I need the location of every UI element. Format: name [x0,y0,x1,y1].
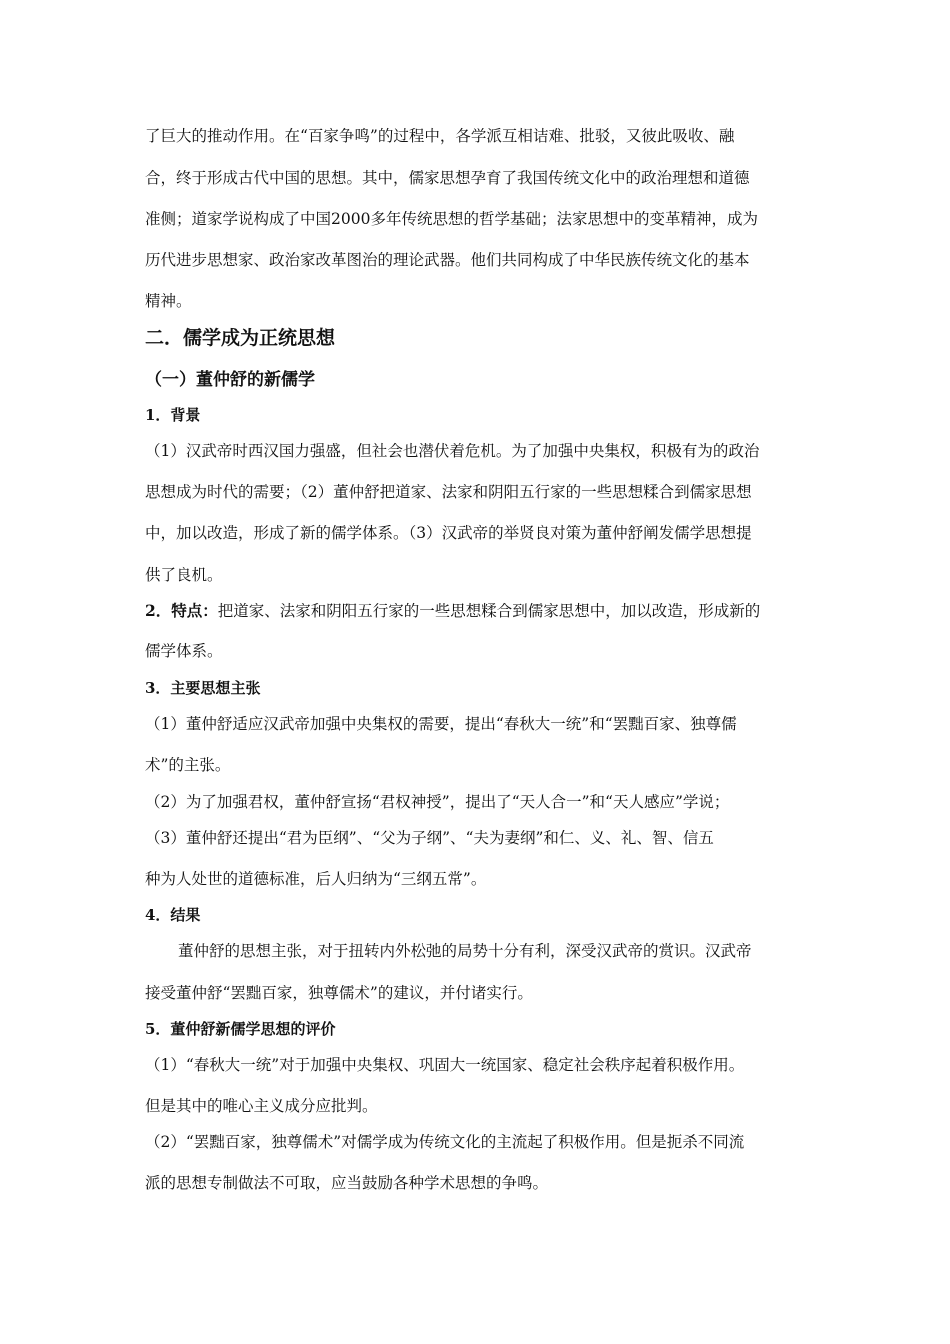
background-heading: 1．背景 [145,406,201,424]
subsection-1-title: （一）董仲舒的新儒学 [145,370,315,390]
ideas-line-3: （2）为了加强君权，董仲舒宣扬“君权神授”，提出了“天人合一”和“天人感应”学说； [145,793,730,811]
features-label: 2．特点： [145,601,218,620]
section-2-title: 二．儒学成为正统思想 [145,327,336,349]
features-line-2: 儒学体系。 [145,642,223,660]
features-text: 把道家、法家和阴阳五行家的一些思想糅合到儒家思想中，加以改造，形成新的 [217,602,761,620]
ideas-line-1: （1）董仲舒适应汉武帝加强中央集权的需要，提出“春秋大一统”和“罢黜百家、独尊儒 [145,715,737,733]
background-line-1: （1）汉武帝时西汉国力强盛，但社会也潜伏着危机。为了加强中央集权，积极有为的政治 [145,442,760,460]
intro-line-4: 历代进步思想家、政治家改革图治的理论武器。他们共同构成了中华民族传统文化的基本 [145,251,750,269]
result-heading: 4．结果 [145,906,201,924]
ideas-line-2: 术”的主张。 [145,756,231,774]
intro-line-2: 合，终于形成古代中国的思想。其中，儒家思想孕育了我国传统文化中的政治理想和道德 [145,169,750,187]
background-line-3: 中，加以改造，形成了新的儒学体系。（3）汉武帝的举贤良对策为董仲舒阐发儒学思想提 [145,524,752,542]
intro-line-5: 精神。 [145,292,192,310]
intro-line-3: 准侧；道家学说构成了中国2000多年传统思想的哲学基础；法家思想中的变革精神，成为 [145,210,758,228]
background-line-2: 思想成为时代的需要；（2）董仲舒把道家、法家和阴阳五行家的一些思想糅合到儒家思想 [145,483,752,501]
result-line-1: 董仲舒的思想主张，对于扭转内外松弛的局势十分有利，深受汉武帝的赏识。汉武帝 [178,942,752,960]
ideas-line-4: （3）董仲舒还提出“君为臣纲”、“父为子纲”、“夫为妻纲”和仁、义、礼、智、信五 [145,829,714,847]
evaluation-line-2: 但是其中的唯心主义成分应批判。 [145,1097,378,1115]
evaluation-heading: 5．董仲舒新儒学思想的评价 [145,1020,336,1038]
result-line-2: 接受董仲舒“罢黜百家，独尊儒术”的建议，并付诸实行。 [145,984,533,1002]
ideas-heading: 3．主要思想主张 [145,679,261,697]
ideas-line-5: 种为人处世的道德标准，后人归纳为“三纲五常”。 [145,870,487,888]
evaluation-line-1: （1）“春秋大一统”对于加强中央集权、巩固大一统国家、稳定社会秩序起着积极作用。 [145,1056,745,1074]
intro-line-1: 了巨大的推动作用。在“百家争鸣”的过程中，各学派互相诘难、批驳，又彼此吸收、融 [145,127,735,145]
features-line-1 [145,601,810,621]
evaluation-line-3: （2）“罢黜百家，独尊儒术”对儒学成为传统文化的主流起了积极作用。但是扼杀不同流 [145,1133,745,1151]
evaluation-line-4: 派的思想专制做法不可取，应当鼓励各种学术思想的争鸣。 [145,1174,549,1192]
background-line-4: 供了良机。 [145,566,223,584]
